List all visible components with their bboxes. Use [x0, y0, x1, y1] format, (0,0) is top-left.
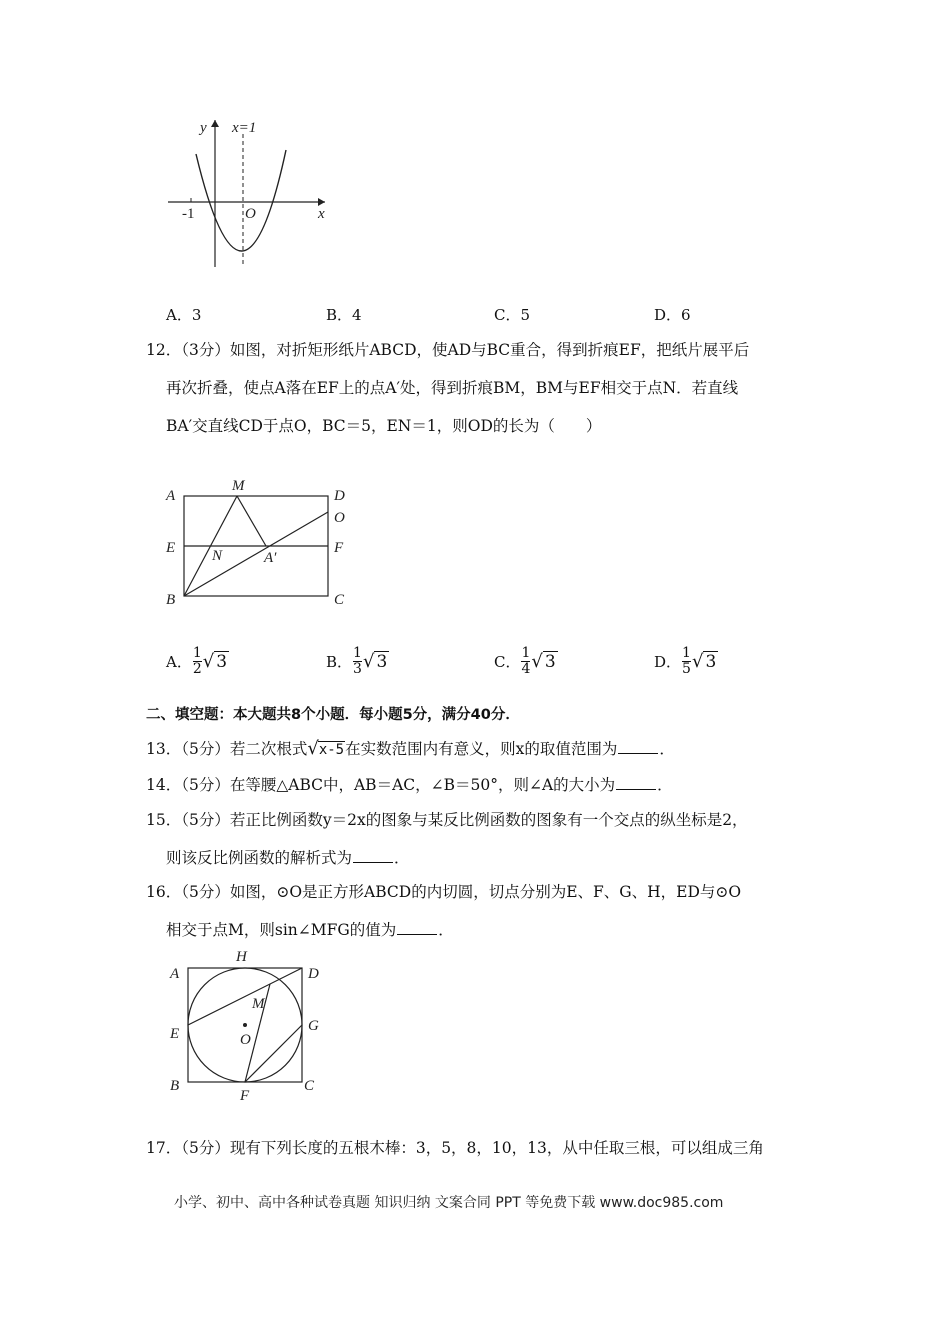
label-C: C	[334, 592, 345, 608]
q12-line1: 12．（3分）如图，对折矩形纸片ABCD，使AD与BC重合，得到折痕EF，把纸片展平后	[146, 341, 750, 359]
page-footer: 小学、初中、高中各种试卷真题 知识归纳 文案合同 PPT 等免费下载 www.doc985.com	[174, 1195, 724, 1211]
label-E: E	[170, 1026, 180, 1042]
q14: 14．（5分）在等腰△ABC中，AB＝AC，∠B＝50°，则∠A的大小为 ．	[146, 776, 673, 794]
inscribed-circle-figure	[160, 946, 335, 1104]
neg-one-label: -1	[182, 206, 195, 222]
parabola-figure	[160, 112, 340, 272]
label-A-prime: A′	[264, 550, 277, 566]
origin-label: O	[245, 206, 256, 222]
q11-option-b: B．4	[326, 306, 362, 324]
label-A: A	[166, 488, 176, 504]
label-D: D	[334, 488, 345, 504]
label-B: B	[170, 1078, 180, 1094]
label-F: F	[240, 1088, 250, 1104]
q11-option-a: A．3	[166, 306, 202, 324]
q12-option-a: A． $\frac{1}{2}$ √ 3	[166, 645, 228, 677]
q15-line1: 15．（5分）若正比例函数y＝2x的图象与某反比例函数的图象有一个交点的纵坐标是2，	[146, 811, 748, 829]
q12-option-d: D． $\frac{1}{5}$ √ 3	[654, 645, 717, 677]
label-F: F	[334, 540, 344, 556]
label-B: B	[166, 592, 176, 608]
q12-line2: 再次折叠，使点A落在EF上的点A′处，得到折痕BM，BM与EF相交于点N．若直线	[166, 379, 739, 397]
label-A: A	[170, 966, 180, 982]
label-D: D	[308, 966, 319, 982]
q15-line2: 则该反比例函数的解析式为 ．	[166, 849, 410, 867]
label-N: N	[212, 548, 223, 564]
label-M: M	[252, 996, 265, 1012]
y-axis-label: y	[200, 120, 207, 136]
label-O: O	[240, 1032, 251, 1048]
symmetry-axis-label: x=1	[232, 120, 257, 136]
q17-line1: 17．（5分）现有下列长度的五根木棒：3，5，8，10，13，从中任取三根，可以组成三角	[146, 1139, 764, 1157]
x-axis-label: x	[318, 206, 325, 222]
label-G: G	[308, 1018, 319, 1034]
q11-option-d: D．6	[654, 306, 691, 324]
q16-line2: 相交于点M，则sin∠MFG的值为 ．	[166, 921, 454, 939]
q12-option-b: B． $\frac{1}{3}$ √ 3	[326, 645, 388, 677]
q16-line1: 16．（5分）如图，⊙O是正方形ABCD的内切圆，切点分别为E、F、G、H，ED与⊙O	[146, 883, 742, 901]
label-C: C	[304, 1078, 315, 1094]
section-heading: 二、填空题：本大题共8个小题．每小题5分，满分40分．	[146, 707, 520, 723]
q12-option-c: C． $\frac{1}{4}$ √ 3	[494, 645, 556, 677]
q11-option-c: C．5	[494, 306, 531, 324]
label-H: H	[236, 949, 247, 965]
label-M: M	[232, 478, 245, 494]
q13: 13．（5分）若二次根式√x-5在实数范围内有意义，则x的取值范围为 ．	[146, 738, 675, 759]
rectangle-fold-figure	[160, 474, 360, 614]
q12-line3: BA′交直线CD于点O，BC＝5，EN＝1，则OD的长为（ ）	[166, 417, 602, 435]
label-O: O	[334, 510, 345, 526]
label-E: E	[166, 540, 176, 556]
